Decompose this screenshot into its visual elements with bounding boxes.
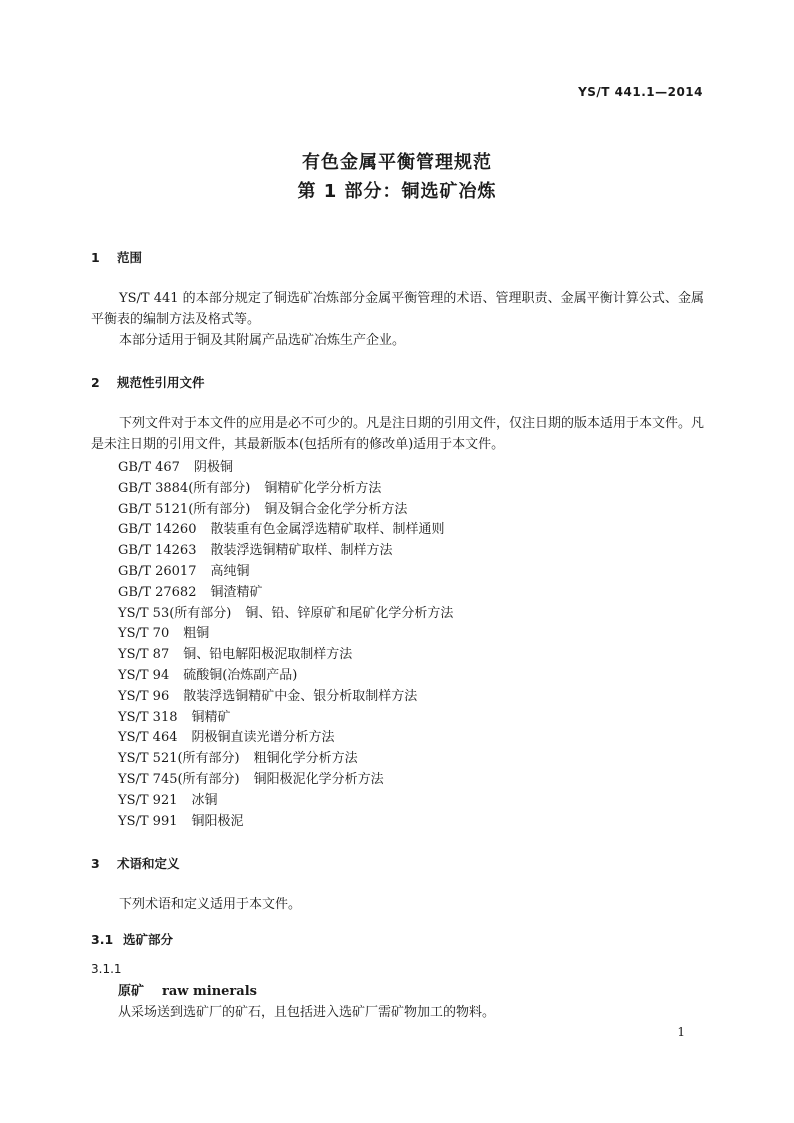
reference-item (118, 812, 453, 833)
reference-item (118, 728, 453, 749)
reference-code: YS/T 94 (118, 667, 170, 683)
reference-title: 铜精矿化学分析方法 (264, 480, 382, 496)
reference-title: 硫酸铜(冶炼副产品) (183, 667, 298, 683)
section-title: 范围 (117, 250, 143, 265)
reference-title: 散装浮选铜精矿取样、制样方法 (210, 543, 393, 559)
reference-code: GB/T 14260 (118, 522, 197, 538)
reference-title: 铜、铅、锌原矿和尾矿化学分析方法 (245, 605, 454, 621)
reference-code: GB/T 3884(所有部分) (118, 480, 251, 496)
reference-code: GB/T 14263 (118, 543, 197, 559)
reference-code: YS/T 991 (118, 813, 178, 829)
reference-title: 铜阳极泥化学分析方法 (253, 771, 384, 787)
reference-item (118, 708, 453, 729)
reference-title: 粗铜 (183, 626, 210, 642)
term-name-chinese: 原矿 (118, 984, 145, 999)
term-name-english: raw minerals (162, 984, 257, 999)
section-2-heading (91, 373, 205, 391)
subsection-3-1-heading (91, 930, 173, 948)
reference-code: YS/T 53(所有部分) (118, 605, 232, 621)
document-title: 有色金属平衡管理规范 (302, 152, 492, 173)
reference-code: YS/T 70 (118, 626, 170, 642)
reference-title: 铜、铅电解阳极泥取制样方法 (183, 647, 353, 663)
reference-code: GB/T 27682 (118, 584, 197, 600)
reference-title: 阴极铜直读光谱分析方法 (191, 730, 335, 746)
subsection-number: 3.1 (91, 932, 114, 947)
reference-item (118, 458, 453, 479)
section-3-heading (91, 854, 180, 872)
section-number: 3 (91, 856, 100, 871)
reference-title: 散装浮选铜精矿中金、银分析取制样方法 (183, 688, 418, 704)
section-2-intro: 下列文件对于本文件的应用是必不可少的。凡是注日期的引用文件，仅注日期的版本适用于本文件。凡是未注日期的引用文件，其最新版本(包括所有的修改单)适用于本文件。 (91, 416, 705, 452)
reference-item (118, 562, 453, 583)
reference-item (118, 479, 453, 500)
section-1-paragraph-1: YS/T 441 的本部分规定了铜选矿冶炼部分金属平衡管理的术语、管理职责、金属平衡计算公式、金属平衡表的编制方法及格式等。 (91, 291, 704, 327)
reference-title: 粗铜化学分析方法 (253, 751, 358, 767)
reference-item (118, 541, 453, 562)
section-title: 术语和定义 (117, 856, 180, 871)
reference-code: YS/T 745(所有部分) (118, 771, 240, 787)
reference-code: YS/T 96 (118, 688, 170, 704)
reference-item (118, 583, 453, 604)
term-number: 3.1.1 (91, 962, 122, 976)
reference-code: GB/T 5121(所有部分) (118, 501, 251, 517)
reference-title: 铜渣精矿 (210, 584, 263, 600)
reference-item (118, 624, 453, 645)
reference-title: 高纯铜 (210, 563, 250, 579)
reference-code: YS/T 921 (118, 792, 178, 808)
standard-number: YS/T 441.1—2014 (578, 85, 703, 99)
section-number: 1 (91, 250, 100, 265)
reference-code: YS/T 87 (118, 647, 170, 663)
subsection-title: 选矿部分 (123, 932, 174, 947)
section-number: 2 (91, 375, 100, 390)
document-subtitle: 第 1 部分：铜选矿冶炼 (297, 181, 497, 202)
reference-code: YS/T 318 (118, 709, 178, 725)
reference-title: 铜精矿 (191, 709, 231, 725)
section-1-heading (91, 248, 142, 266)
reference-title: 铜阳极泥 (191, 813, 244, 829)
normative-reference-list (118, 458, 453, 832)
reference-item (118, 645, 453, 666)
reference-title: 铜及铜合金化学分析方法 (264, 501, 408, 517)
section-1-paragraph-2: 本部分适用于铜及其附属产品选矿冶炼生产企业。 (119, 333, 406, 348)
term-heading (118, 980, 257, 999)
reference-item (118, 500, 453, 521)
reference-item (118, 791, 453, 812)
reference-code: GB/T 26017 (118, 563, 197, 579)
reference-code: YS/T 521(所有部分) (118, 751, 240, 767)
reference-code: YS/T 464 (118, 730, 178, 746)
reference-item (118, 520, 453, 541)
reference-item (118, 770, 453, 791)
reference-code: GB/T 467 (118, 460, 180, 475)
reference-item (118, 687, 453, 708)
reference-title: 阴极铜 (193, 460, 233, 475)
page-number: 1 (677, 1025, 685, 1039)
section-title: 规范性引用文件 (117, 375, 205, 390)
section-3-intro: 下列术语和定义适用于本文件。 (119, 897, 302, 912)
reference-item (118, 666, 453, 687)
reference-title: 冰铜 (191, 792, 218, 808)
reference-item (118, 749, 453, 770)
reference-item (118, 604, 453, 625)
reference-title: 散装重有色金属浮选精矿取样、制样通则 (210, 522, 445, 538)
term-definition: 从采场送到选矿厂的矿石，且包括进入选矿厂需矿物加工的物料。 (118, 1005, 496, 1020)
